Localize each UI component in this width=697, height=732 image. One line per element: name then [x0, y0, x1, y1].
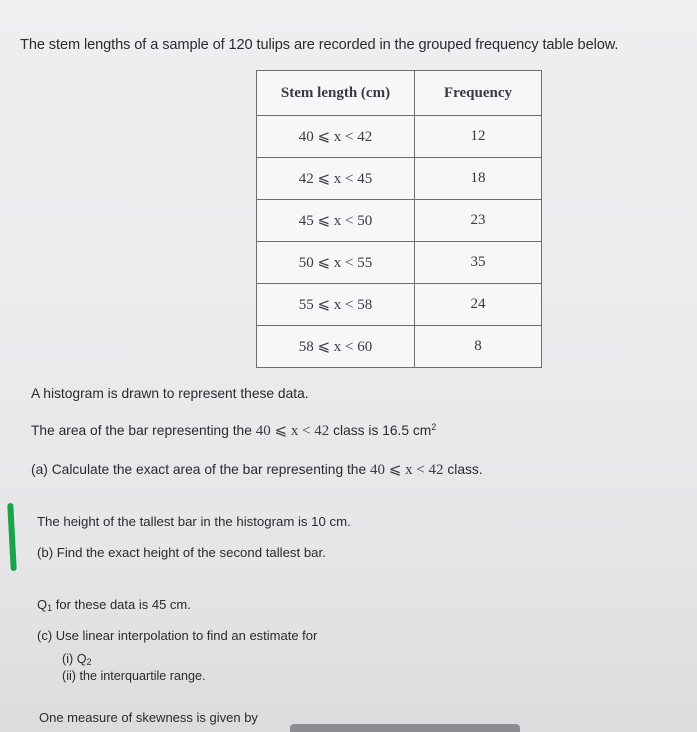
row-range: 40 ⩽ x < 42: [257, 116, 415, 158]
row-range: 45 ⩽ x < 50: [257, 200, 415, 242]
table-row: [257, 158, 542, 200]
part-a-text-pre: (a) Calculate the exact area of the bar representing the: [31, 462, 367, 477]
skewness-statement: One measure of skewness is given by: [39, 710, 258, 725]
histogram-statement: A histogram is drawn to represent these data.: [31, 386, 309, 401]
header-frequency: Frequency: [415, 71, 542, 116]
row-frequency: 24: [415, 284, 542, 326]
tallest-bar-statement: The height of the tallest bar in the histogram is 10 cm.: [37, 514, 351, 529]
table-row: [257, 116, 542, 158]
bottom-overlay-bar: [290, 724, 520, 732]
table-row: [257, 242, 542, 284]
part-c: (c) Use linear interpolation to find an estimate for: [37, 628, 318, 643]
question-intro: The stem lengths of a sample of 120 tulips are recorded in the grouped frequency table below.: [20, 37, 619, 53]
row-range: 58 ⩽ x < 60: [257, 326, 415, 368]
frequency-table: [256, 70, 542, 368]
area-text-post: class is 16.5 cm: [333, 423, 432, 438]
part-c-ii: (ii) the interquartile range.: [62, 669, 206, 683]
q1-text: for these data is 45 cm.: [52, 597, 191, 612]
q1-symbol: Q: [37, 597, 48, 612]
row-frequency: 12: [415, 116, 542, 158]
area-unit-exponent: 2: [431, 422, 437, 432]
area-class-inequality: 40 ⩽ x < 42: [255, 423, 330, 439]
row-frequency: 8: [415, 326, 542, 368]
q2-symbol: Q: [76, 652, 87, 666]
row-range: 42 ⩽ x < 45: [257, 158, 415, 200]
part-a-class-inequality: 40 ⩽ x < 42: [370, 462, 444, 478]
row-range: 55 ⩽ x < 58: [257, 284, 415, 326]
q2-subscript: 2: [86, 657, 92, 667]
header-stem-length: Stem length (cm): [257, 71, 415, 116]
part-c-i: [62, 652, 92, 667]
table-row: [257, 200, 542, 242]
row-range: 50 ⩽ x < 55: [257, 242, 415, 284]
table-header-row: [257, 71, 542, 116]
q1-statement: [37, 597, 191, 613]
part-c-i-label: (i): [62, 652, 77, 666]
part-b: (b) Find the exact height of the second tallest bar.: [37, 545, 326, 560]
table-row: [257, 284, 542, 326]
row-frequency: 23: [415, 200, 542, 242]
row-frequency: 35: [415, 242, 542, 284]
green-margin-mark: [7, 503, 17, 571]
part-a: [31, 460, 483, 479]
table-row: [257, 326, 542, 368]
area-statement: [31, 421, 436, 440]
part-a-text-post: class.: [447, 462, 483, 477]
row-frequency: 18: [415, 158, 542, 200]
area-text-pre: The area of the bar representing the: [31, 423, 252, 438]
q1-subscript: 1: [47, 603, 53, 613]
